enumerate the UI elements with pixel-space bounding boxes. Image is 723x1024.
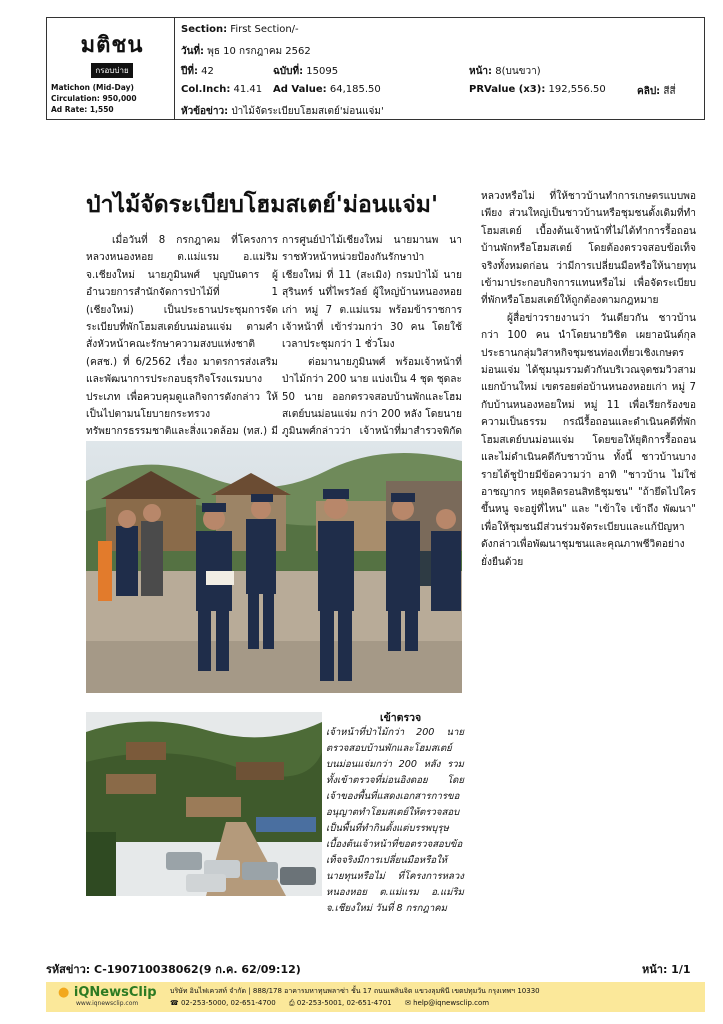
article-paragraph: เมื่อวันที่ 8 กรกฎาคม ที่โครงการหลวงหนองหอย ต.แม่แรม อ.แม่ริม จ.เชียงใหม่ นายภูมินพศ์ บุญบันดาร ผู้อำนวยการสำนักจัดการป่าไม้ที่ 1 (เชียงใหม่) เป็นประธานประชุมการจัดระเบียบที่พักโฮมสเตย์บนม่อนแจ่ม ตามคำสั่งหัวหน้าคณะรักษาความสงบแห่งชาติ (คสช.) ที่ 6/2562 เรื่อง มาตรการส่งเสริมและพัฒนาการประกอบธุรกิจโรงแรมบางประเภท เพื่อควบคุมดูแลกิจการดังกล่าว ให้เป็นไปตามนโยบายกระทรวงทรัพยากรธรรมชาติและสิ่งแวดล้อม (ทส.) มี (86, 235, 278, 438)
news-id: รหัสข่าว: C-190710038062(9 ก.ค. 62/09:12) (46, 963, 301, 976)
publisher-logo (59, 34, 165, 78)
inspection-photo-image (86, 441, 462, 693)
ad-value-field: Ad Value: 64,185.50 (273, 84, 381, 95)
phone-icon: ☎ (170, 999, 179, 1007)
footer-bar (46, 982, 705, 1012)
page-count: หน้า: 1/1 (642, 963, 691, 976)
circulation: Circulation: 950,000 (51, 94, 137, 103)
issue-field: ฉบับที่: 15095 (273, 66, 339, 77)
page-field: หน้า: 8(บนขวา) (469, 66, 541, 77)
logo-sub-text: กรอบบ่าย (91, 63, 132, 78)
article-paragraph: ต่อมานายภูมินพศ์ พร้อมเจ้าหน้าที่ป่าไม้กว่า 200 นาย แบ่งเป็น 4 ชุด ชุดละ 50 นาย ออกตรวจสอบบ้านพักและโฮมสเตย์บนม่อนแจ่ม กว่า 200 หลัง โดยนายภูมินพศ์กล่าวว่า เจ้าหน้าที่มาสำรวจพิกัด (282, 356, 462, 438)
article-column-3 (481, 188, 696, 571)
phone-number: 02-253-5000, 02-651-4700 (180, 999, 276, 1007)
clip-color-field: คลิป: สีสี่ (637, 86, 676, 97)
year-field: ปีที่: 42 (181, 66, 214, 77)
article-column-2 (282, 232, 462, 476)
fax-number: 02-253-5001, 02-651-4701 (296, 999, 392, 1007)
article-paragraph: การศูนย์ป่าไม้เชียงใหม่ นายมานพ นาราชหัวหน้าหน่วยป้องกันรักษาป่าเชียงใหม่ ที่ 11 (สะเมิง) กรมป่าไม้ นายสุรินทร์ นที่ไพรวัลย์ ผู้ใหญ่บ้านหนองหอยเก่า หมู่ 7 ต.แม่แรม พร้อมข้าราชการ เจ้าหน้าที่ เข้าร่วมกว่า 30 คน โดยใช้เวลาประชุมกว่า 1 ชั่วโมง (282, 235, 462, 351)
photo-caption: เจ้าหน้าที่ป่าไม้กว่า 200 นาย ตรวจสอบบ้านพักและโฮมสเตย์บนม่อนแจ่มกว่า 200 หลัง รวมทั้งเข้าตรวจที่ม่อนอิงดอย โดยเจ้าของพื้นที่แสดงเอกสารการขออนุญาตทำโฮมสเตย์ให้ตรวจสอบ เป็นพื้นที่ทำกินดั้งแต่บรรพบุรุษ เบื้องต้นเจ้าหน้าที่ขอตรวจสอบข้อเท็จจริงมีการเปลี่ยนมือหรือให้นายทุนหรือไม่ ที่โครงการหลวงหนองหอย ต.แม่แรม อ.แม่ริม จ.เชียงใหม่ วันที่ 8 กรกฎาคม (326, 727, 464, 914)
ad-rate: Ad Rate: 1,550 (51, 105, 114, 114)
email-icon: ✉ (404, 999, 411, 1007)
contact-line (170, 999, 489, 1008)
email-address: help@iqnewsclip.com (413, 999, 490, 1007)
article-paragraph: ผู้สื่อข่าวรายงานว่า วันเดียวกัน ชาวบ้านกว่า 100 คน นำโดยนายวิชิต เผยาอนันต์กุล ประธานกลุ่มวิสาหกิจชุมชนท่องเที่ยวเชิงเกษตรม่อนแจ่ม ได้ชุมนุมรวมตัวกันบริเวณจุดชมวิวสามแยกบ้านใหม่ เขตรอยต่อบ้านหนองหอยเก่า หมู่ 7 กับบ้านหนองหอยใหม่ หมู่ 11 เพื่อเรียกร้องขอความเป็นธรรม กรณีรื้อถอนและดำเนินคดีที่พักโฮมสเตย์บนม่อนแจ่ม โดยขอให้ยุติการรื้อถอน และไม่ดำเนินคดีกับชาวบ้าน ทั้งนี้ ชาวบ้านบางรายได้ชูป้ายมีข้อความว่า อาทิ "ชาวบ้าน ไม่ใช่อาชญากร หยุดลิดรอนสิทธิชุมชน" "ถ้ายึดไปใครขึ้นหนู จะอยู่ที่ไหน" และ "เข้าใจ เข้าถึง พัฒนา" เพื่อให้ชุมชนมีส่วนร่วมจัดระเบียบและแก้ปัญหาดังกล่าวเพื่อพัฒนาชุมชนและคุณภาพชีวิตอย่างยั่งยืนด้วย (481, 312, 696, 568)
publication-name: Matichon (Mid-Day) (51, 83, 134, 92)
article-column-1 (86, 232, 278, 458)
publisher-logo-box (47, 18, 175, 119)
logo-main-text: มติชน (80, 33, 144, 58)
article-paragraph: หลวงหรือไม่ ที่ให้ชาวบ้านทำการเกษตรแบบพอเพียง ส่วนใหญ่เป็นชาวบ้านหรือชุมชนดั้งเดิมที่ทำโฮมสเตย์ เบื้องต้นเจ้าหน้าที่ไม่ได้ทำการรื้อถอนบ้านพักหรือโฮมสเตย์ โดยต้องตรวจสอบข้อเท็จจริงทั้งหมดก่อน ว่ามีการเปลี่ยนมือหรือให้นายทุนเข้ามาประกอบกิจการแทนหรือไม่ เพื่อจัดระเบียบที่พักหรือโฮมสเตย์ให้ถูกต้องตามกฎหมาย (481, 191, 696, 307)
section-row: Section: First Section/- (181, 24, 299, 35)
pr-value-field: PRValue (x3): 192,556.50 (469, 84, 606, 95)
colinch-field: Col.Inch: 41.41 (181, 84, 263, 95)
iqnewsclip-logo: ● iQNewsClip (58, 985, 157, 1000)
globe-icon: ● (58, 985, 70, 1000)
fax-icon: ⎙ (289, 999, 295, 1007)
homestay-photo-image (86, 712, 322, 896)
homestay-photo (86, 712, 322, 896)
article-headline: ป่าไม้จัดระเบียบโฮมสเตย์'ม่อนแจ่ม' (86, 192, 439, 218)
clip-header (46, 17, 705, 120)
company-address: บริษัท อินไฟเควสท์ จำกัด | 888/178 อาคารมหาทุนพลาซ่า ชั้น 17 ถนนเพลินจิต แขวงลุมพินี เขตปทุมวัน กรุงเทพฯ 10330 (170, 987, 540, 995)
website-text: www.iqnewsclip.com (76, 1000, 139, 1007)
topic-row: หัวข้อข่าว: ป่าไม้จัดระเบียบโฮมสเตย์'ม่อนแจ่ม' (181, 106, 384, 117)
caption-title: เข้าตรวจ (380, 712, 422, 724)
inspection-photo (86, 441, 462, 693)
date-row: วันที่: พุธ 10 กรกฎาคม 2562 (181, 46, 311, 57)
publication-info (51, 82, 137, 115)
